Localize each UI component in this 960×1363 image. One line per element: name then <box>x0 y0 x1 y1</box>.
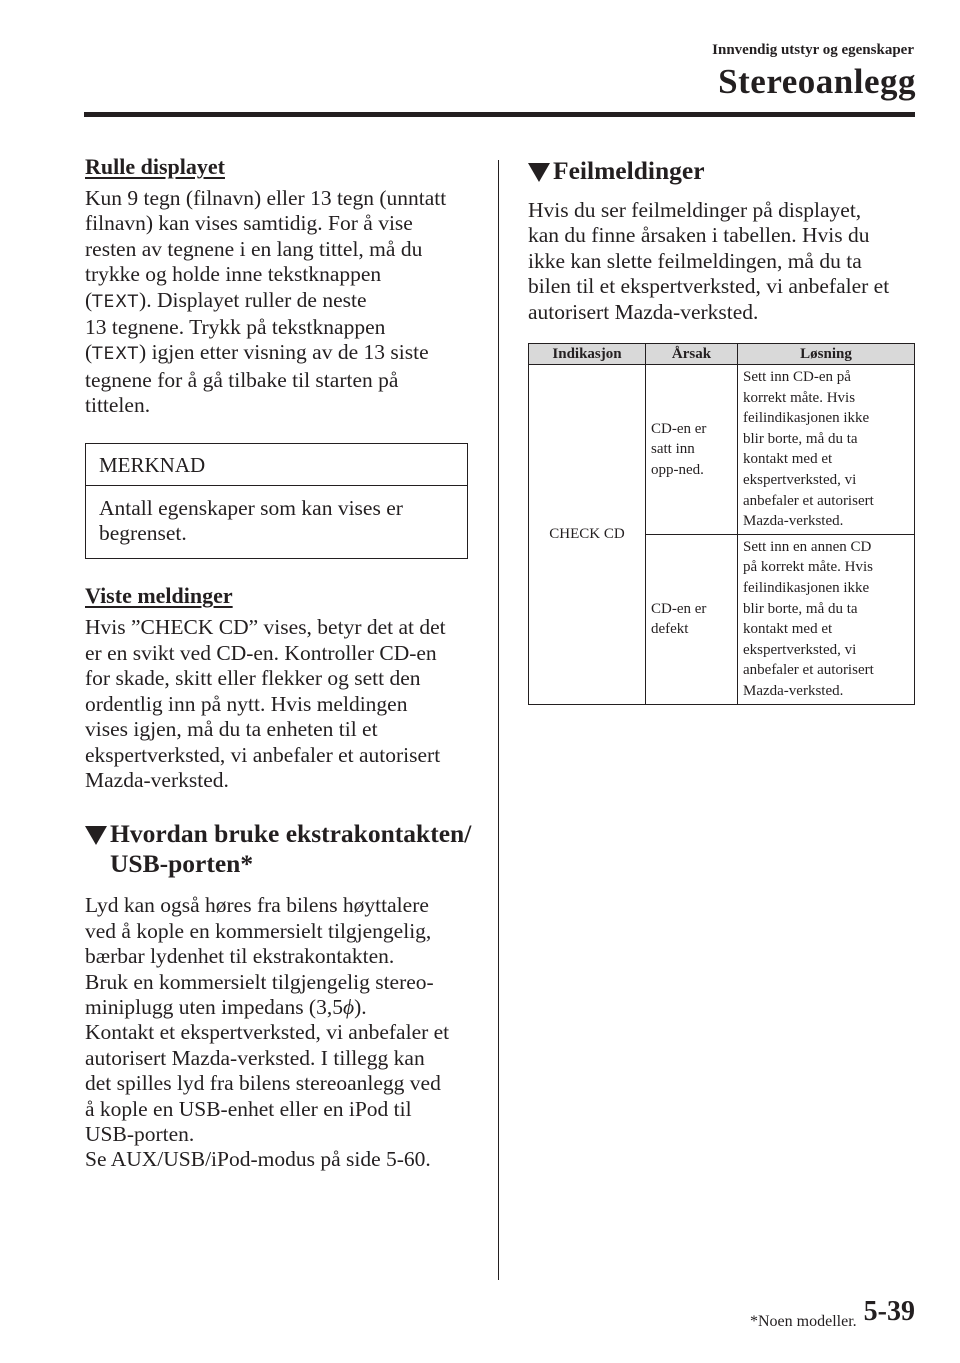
text-line: Hvis ”CHECK CD” vises, betyr det at det <box>85 615 446 640</box>
text-button-label: TEXT <box>92 344 140 365</box>
text-line: (TEXT). Displayet ruller de neste <box>85 287 367 312</box>
text-line: ikke kan slette feilmeldingen, må du ta <box>528 248 862 273</box>
text-line: ordentlig inn på nytt. Hvis meldingen <box>85 691 408 716</box>
text-line: for skade, skitt eller flekker og sett den <box>85 666 421 691</box>
note-box <box>85 443 468 560</box>
text-line: bilen til et ekspertverksted, vi anbefaler et <box>528 274 890 299</box>
text-line: ved å kople en kommersielt tilgjengelig, <box>85 918 432 943</box>
text-line: tegnene for å gå tilbake til starten på <box>85 367 399 392</box>
text-line: USB-porten. <box>85 1121 195 1146</box>
diameter-symbol: ϕ <box>342 994 355 1019</box>
page-number: 5-39 <box>863 1296 915 1327</box>
cause-cell: CD-en er satt inn opp-ned. <box>646 365 738 535</box>
text-line: ekspertverksted, vi anbefaler et autorisert <box>85 742 441 767</box>
text-line: kan du finne årsaken i tabellen. Hvis du <box>528 223 870 248</box>
text-line: Mazda-verksted. <box>85 767 229 792</box>
aux-usb-text <box>85 893 468 1172</box>
left-column <box>85 152 472 1173</box>
column-header: Indikasjon <box>529 344 646 365</box>
text-line: Kun 9 tegn (filnavn) eller 13 tegn (unntatt <box>85 186 447 210</box>
text-line: å kople en USB-enhet eller en iPod til <box>85 1096 412 1121</box>
aux-usb-heading: Hvordan bruke ekstrakontakten/ USB-porten* <box>85 819 468 879</box>
text-button-label: TEXT <box>92 291 140 312</box>
error-table <box>528 343 915 705</box>
messages-heading: Viste meldinger <box>85 583 233 609</box>
text-line: resten av tegnene i en lang tittel, må du <box>85 236 423 261</box>
text-line: tittelen. <box>85 393 151 418</box>
column-header: Årsak <box>646 344 738 365</box>
error-messages-heading: Feilmeldinger <box>528 156 915 186</box>
text-line: vises igjen, må du ta enheten til et <box>85 717 378 742</box>
text-line: Se AUX/USB/iPod-modus på side 5-60. <box>85 1147 431 1172</box>
table-row <box>529 365 915 535</box>
header-rule <box>84 112 915 117</box>
solution-cell: Sett inn CD-en på korrekt måte. Hvis feilindikasjonen ikke blir borte, må du ta kontakt med et ekspertverksted, vi anbefaler et autorisert Mazda-verksted. <box>738 365 915 535</box>
triangle-bullet-icon <box>528 163 550 182</box>
text-line: miniplugg uten impedans (3,5ϕ). <box>85 994 367 1019</box>
messages-text <box>85 615 468 793</box>
text-line: bærbar lydenhet til ekstrakontakten. <box>85 944 395 969</box>
scroll-display-heading: Rulle displayet <box>85 154 225 179</box>
text-line: det spilles lyd fra bilens stereoanlegg ved <box>85 1071 441 1096</box>
indication-cell: CHECK CD <box>529 365 646 705</box>
error-messages-text <box>528 198 915 325</box>
text-line: Antall egenskaper som kan vises er <box>99 495 403 520</box>
text-line: Lyd kan også høres fra bilens høyttalere <box>85 893 429 918</box>
text-line: Hvis du ser feilmeldinger på displayet, <box>528 198 862 222</box>
text-line: 13 tegnene. Trykk på tekstknappen <box>85 315 386 340</box>
column-header: Løsning <box>738 344 915 365</box>
note-title: MERKNAD <box>86 444 467 486</box>
solution-cell: Sett inn en annen CD på korrekt måte. Hvis feilindikasjonen ikke blir borte, må du ta kontakt med et ekspertverksted, vi anbefaler et autorisert Mazda-verksted. <box>738 534 915 704</box>
text-line: autorisert Mazda-verksted. <box>528 299 759 324</box>
scroll-display-text <box>85 186 468 419</box>
triangle-bullet-icon <box>85 826 107 845</box>
text-line: trykke og holde inne tekstknappen <box>85 262 382 287</box>
text-line: filnavn) kan vises samtidig. For å vise <box>85 211 413 236</box>
section-label: Innvendig utstyr og egenskaper <box>712 42 914 58</box>
column-divider <box>498 160 499 1280</box>
right-column <box>528 152 915 705</box>
text-line: Kontakt et ekspertverksted, vi anbefaler et <box>85 1020 450 1045</box>
table-header-row <box>529 344 915 365</box>
chapter-title: Stereoanlegg <box>718 62 916 101</box>
cause-cell: CD-en er defekt <box>646 534 738 704</box>
footnote: *Noen modeller. <box>750 1313 857 1330</box>
text-line: er en svikt ved CD-en. Kontroller CD-en <box>85 640 437 665</box>
text-line: begrenset. <box>99 521 187 546</box>
note-body <box>86 486 467 559</box>
text-line: autorisert Mazda-verksted. I tillegg kan <box>85 1045 425 1070</box>
text-line: Bruk en kommersielt tilgjengelig stereo- <box>85 969 434 994</box>
text-line: (TEXT) igjen etter visning av de 13 siste <box>85 340 429 365</box>
